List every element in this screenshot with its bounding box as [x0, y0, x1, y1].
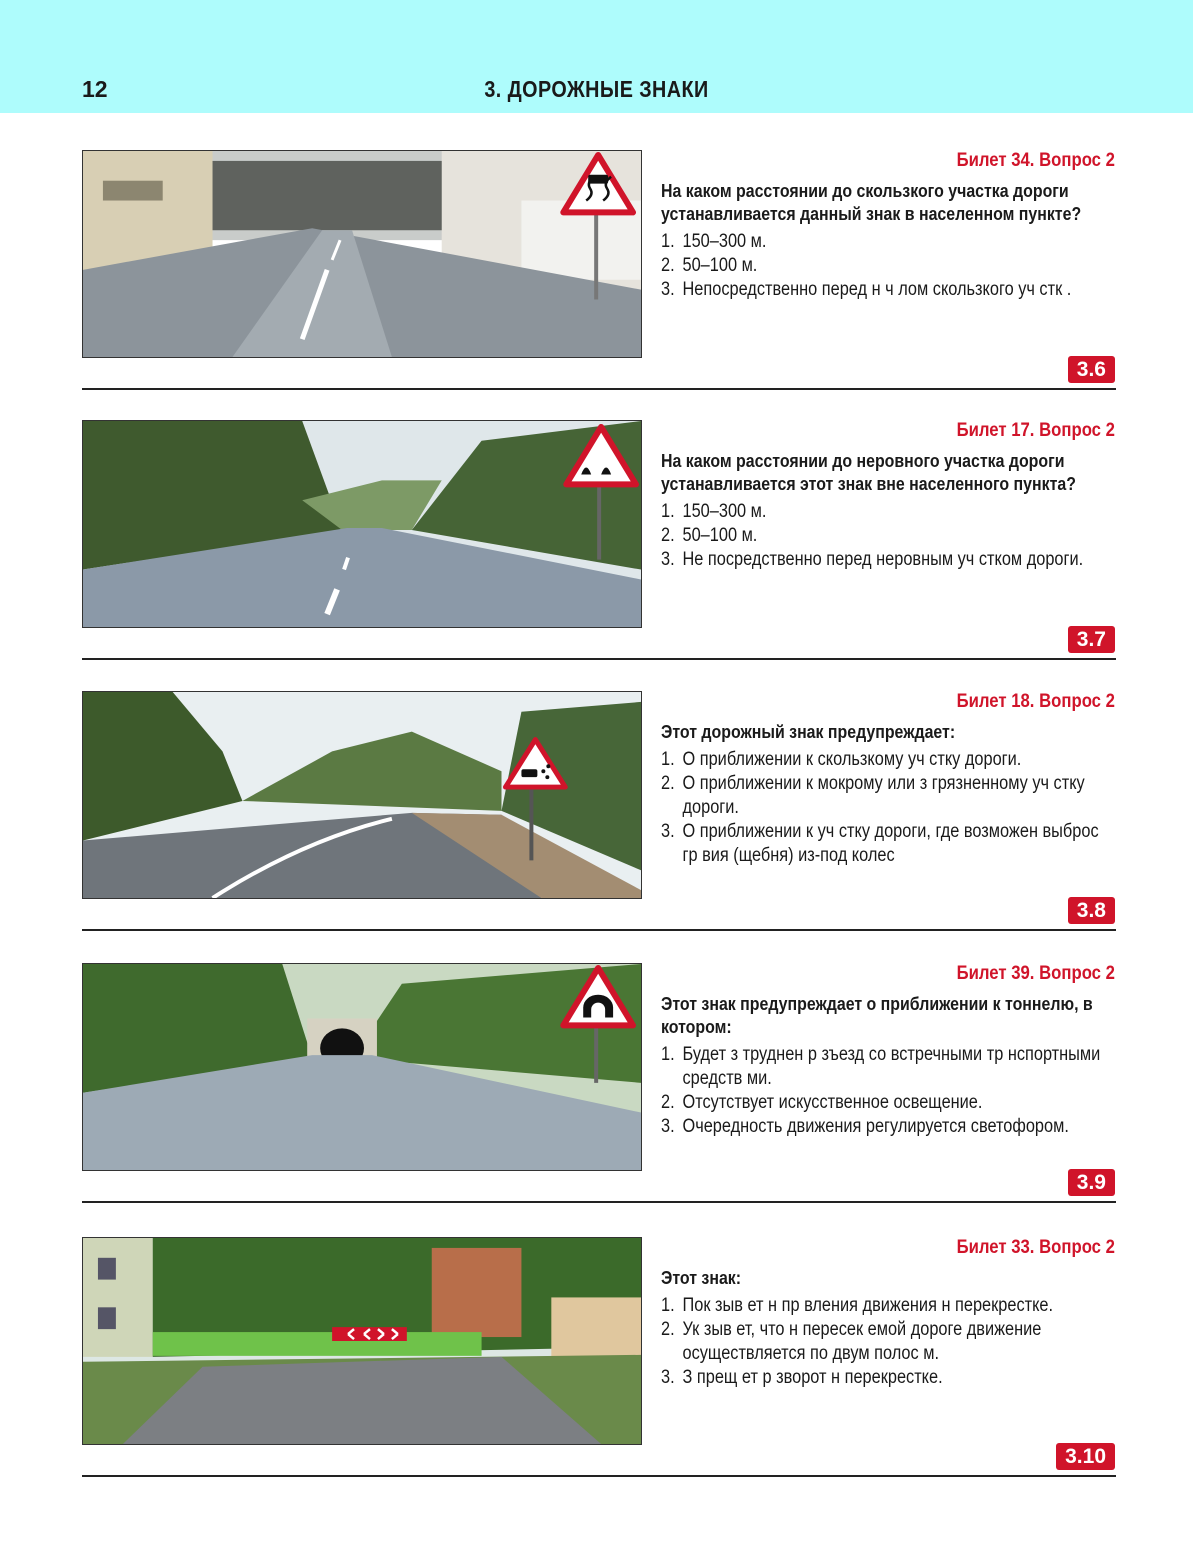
answer-list [661, 500, 1108, 572]
section-badge: 3.10 [1056, 1443, 1115, 1470]
section-badge: 3.7 [1068, 626, 1115, 653]
question-answer [661, 720, 1108, 868]
question-answer [661, 1266, 1108, 1390]
answer-option[interactable]: 2. 50–100 м. [661, 255, 758, 276]
road-photo [82, 963, 642, 1171]
question-text: Этот знак: [661, 1267, 742, 1288]
answer-option[interactable]: 3. Непосредственно перед н ч лом скользкого уч стк . [661, 279, 1072, 300]
page-header [0, 0, 1193, 113]
divider [82, 1201, 1116, 1203]
section-badge: 3.9 [1068, 1169, 1115, 1196]
answer-option[interactable]: 3. Очередность движения регулируется светофором. [661, 1116, 1069, 1137]
answer-option[interactable]: 2. О приближении к мокрому или з грязненному уч стку дороги. [661, 773, 1085, 818]
question-block-3-9 [0, 963, 1193, 1235]
road-photo [82, 691, 642, 899]
answer-option[interactable]: 1. О приближении к скользкому уч стку дороги. [661, 749, 1022, 770]
answer-list [661, 230, 1108, 302]
answer-option[interactable]: 2. Ук зыв ет, что н пересек емой дороге движение осуществляется по двум полос м. [661, 1319, 1042, 1364]
question-answer [661, 449, 1108, 572]
answer-option[interactable]: 2. Отсутствует искусственное освещение. [661, 1092, 983, 1113]
chapter-title: 3. ДОРОЖНЫЕ ЗНАКИ [484, 76, 709, 102]
answer-option[interactable]: 3. О приближении к уч стку дороги, где возможен выброс гр вия (щебня) из-под колес [661, 821, 1099, 866]
question-block-3-8 [0, 691, 1193, 963]
answer-option[interactable]: 1. 150–300 м. [661, 501, 767, 522]
ticket-label: Билет 39. Вопрос 2 [956, 963, 1115, 984]
page-number: 12 [82, 76, 108, 102]
question-block-3-10 [0, 1237, 1193, 1509]
divider [82, 929, 1116, 931]
question-answer [661, 992, 1108, 1139]
section-badge: 3.8 [1068, 897, 1115, 924]
divider [82, 388, 1116, 390]
question-text: Этот знак предупреждает о приближении к тоннелю, в котором: [661, 993, 1093, 1037]
divider [82, 658, 1116, 660]
road-photo [82, 1237, 642, 1445]
direction-chevron-sign-icon [332, 1327, 407, 1341]
answer-option[interactable]: 1. 150–300 м. [661, 231, 767, 252]
answer-option[interactable]: 1. Будет з труднен р зъезд со встречными тр нспортными средств ми. [661, 1044, 1101, 1089]
ticket-label: Билет 34. Вопрос 2 [956, 150, 1115, 171]
question-text: На каком расстоянии до скользкого участка дороги устанавливается данный знак в населенном пункте? [661, 180, 1082, 224]
answer-option[interactable]: 1. Пок зыв ет н пр вления движения н перекрестке. [661, 1295, 1054, 1316]
section-badge: 3.6 [1068, 356, 1115, 383]
answer-list [661, 1043, 1108, 1139]
question-block-3-6 [0, 150, 1193, 422]
road-photo [82, 420, 642, 628]
ticket-label: Билет 33. Вопрос 2 [956, 1237, 1115, 1258]
question-text: На каком расстоянии до неровного участка дороги устанавливается этот знак вне населенного пункта? [661, 450, 1076, 494]
question-block-3-7 [0, 420, 1193, 692]
answer-option[interactable]: 3. Не посредственно перед неровным уч стком дороги. [661, 549, 1084, 570]
ticket-label: Билет 18. Вопрос 2 [956, 691, 1115, 712]
answer-option[interactable]: 3. З прещ ет р зворот н перекрестке. [661, 1367, 943, 1388]
road-photo [82, 150, 642, 358]
ticket-label: Билет 17. Вопрос 2 [956, 420, 1115, 441]
divider [82, 1475, 1116, 1477]
question-answer [661, 179, 1108, 302]
answer-list [661, 1294, 1108, 1390]
answer-list [661, 748, 1108, 868]
answer-option[interactable]: 2. 50–100 м. [661, 525, 758, 546]
question-text: Этот дорожный знак предупреждает: [661, 721, 956, 742]
